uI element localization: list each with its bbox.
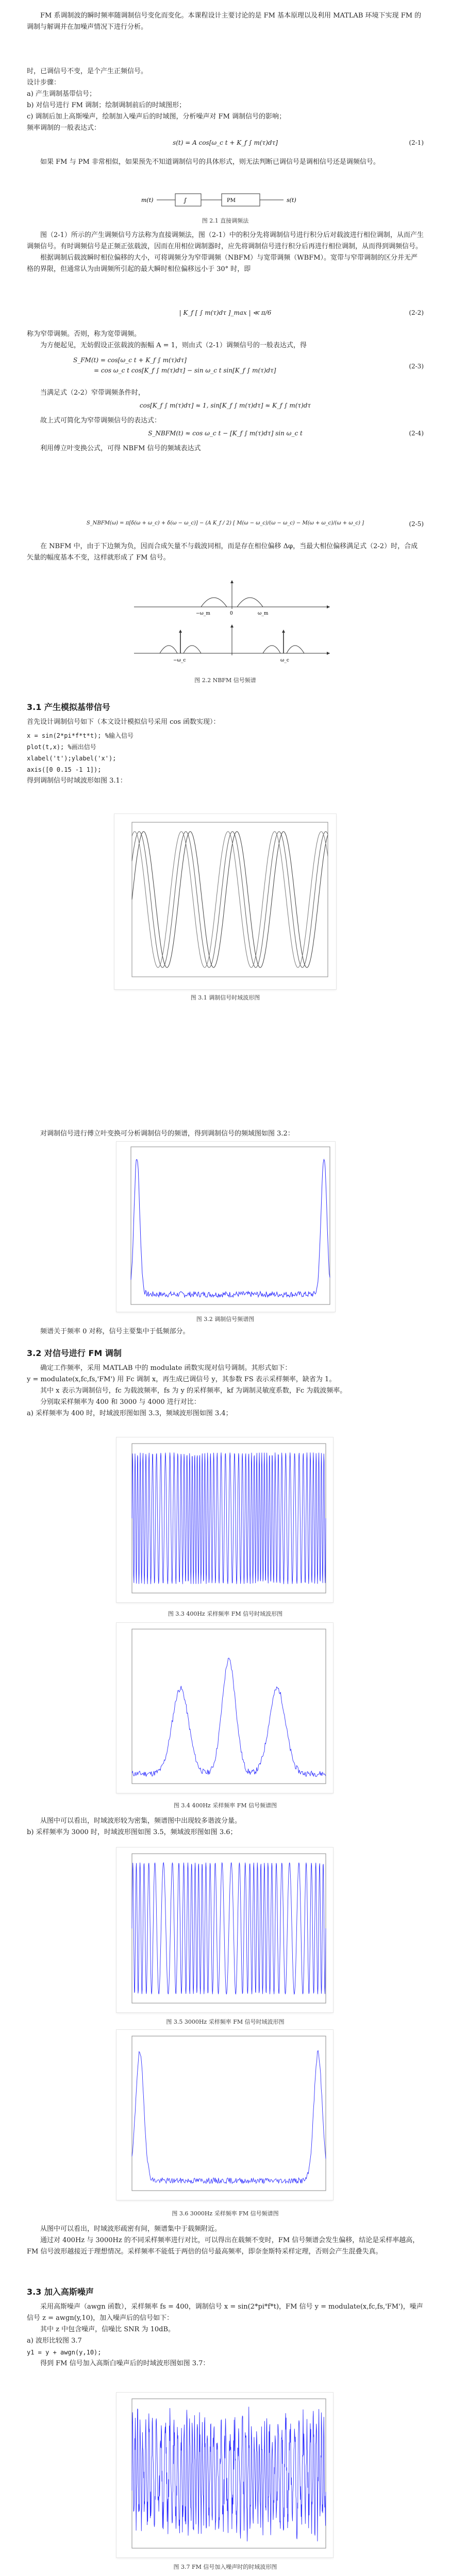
equation-text: | K_f [ ∫ m(τ)dτ ]_max | ≪ π/6	[179, 309, 272, 316]
theory-2-line-1: 图（2-1）所示的产生调频信号方法称为直接调频法，图（2-1）中的积分先将调制信号进行积分后对载波进行相位调制，从而产生调频信号。有时调频信号是正频正弦载波，因而在用相位调制器时，应先将调制信号进行积分后再进行相位调制，从而得到调频信号。	[27, 231, 424, 250]
section-3-2-title: 3.2 对信号进行 FM 调制	[27, 1348, 122, 1358]
section-3-2-mid	[27, 1816, 424, 1838]
mid-line-1: 从图中可以看出，时域波形较为密集，频谱图中出现较多谐波分量。	[40, 1817, 242, 1825]
nbfm-paragraph-4	[27, 541, 424, 564]
theory-paragraph	[27, 157, 424, 168]
sine-plot-svg	[114, 814, 336, 989]
fig-3-3-plot	[116, 1437, 333, 1602]
code-line-4: axis([0 0.15 -1 1]);	[27, 766, 102, 773]
nbfm-spectrum-svg	[124, 576, 340, 673]
section-3-3-line-1: 采用高斯噪声（awgn 函数），采样频率 fs = 400，调制信号 x = sin(2*pi*f*t)，FM 信号 y = modulate(x,fc,fs,'FM')，噪声信号 z = awgn(y,10)，加入噪声后的信号如下：	[27, 2303, 423, 2322]
fig-3-7-plot	[116, 2393, 333, 2557]
block-diagram-svg	[134, 185, 320, 215]
fig-3-3-caption: 图 3.3 400Hz 采样频率 FM 信号时域波形图	[168, 1611, 283, 1617]
section-3-1-tail: 得到调制信号时域波形如图 3.1：	[27, 777, 127, 785]
nbfm-paragraph-2	[27, 415, 424, 427]
equation-number: (2-2)	[409, 309, 424, 316]
theory-3-line-1: 称为窄带调频。否则，称为宽带调频。	[27, 330, 141, 338]
fig-3-5-caption: 图 3.5 3000Hz 采样频率 FM 信号时域波形图	[166, 2019, 285, 2025]
pos-omega-c-label: ω_c	[280, 658, 289, 663]
neg-omega-c-label: −ω_c	[173, 658, 186, 663]
section-3-2-line-4: 分别取采样频率为 400 和 3000 与 4000 进行对比：	[40, 1398, 201, 1406]
intro-paragraph	[27, 10, 424, 33]
section-3-3-line-3: a) 波形比较图 3.7	[27, 2337, 82, 2345]
output-label: s(t)	[287, 197, 296, 204]
pos-omega-m-label: ω_m	[258, 611, 269, 616]
theory-paragraph-2	[27, 230, 424, 275]
theory-paragraph-3	[27, 329, 424, 351]
fig-3-1-caption: 图 3.1 调制信号时域波形图	[190, 994, 260, 1001]
step-c: c) 调制后加上高斯噪声，绘制加入噪声后的时域图，分析噪声对 FM 调制信号的影响；	[27, 113, 286, 121]
fig-3-2-plot	[116, 1142, 335, 1312]
fig-3-4-plot	[116, 1623, 333, 1793]
equation-2-4	[27, 430, 424, 441]
fm-noise-time-svg	[116, 2393, 333, 2557]
fig-2-1-caption: 图 2.1 直接调频法	[202, 217, 249, 224]
section-3-2-line-3: 其中 x 表示为调制信号，fc 为载波频率，fs 为 y 的采样频率，kf 为调制灵敏度系数，Fc 为载波频率。	[40, 1387, 347, 1395]
fig-3-5-plot	[116, 1848, 333, 2012]
fm-spectrum-400-svg	[116, 1623, 333, 1793]
section-3-3-title: 3.3 加入高斯噪声	[27, 2287, 94, 2297]
section-3-3	[27, 2285, 424, 2369]
spectrum-note: 频谱关于频率 0 对称，信号主要集中于低频部分。	[40, 1328, 190, 1335]
section-3-1-after	[27, 1128, 424, 1140]
fm-spectrum-3000-svg	[116, 2030, 333, 2200]
spectrum-intro: 对调制信号进行傅立叶变换可分析调制信号的频谱，得到调制信号的频域图如图 3.2：	[40, 1130, 294, 1138]
fig-3-7-caption: 图 3.7 FM 信号加入噪声时的时域波形图	[173, 2564, 277, 2570]
code-line-1: x = sin(2*pi*f*t*t); %输入信号	[27, 732, 134, 739]
spectrum-plot-svg	[116, 1142, 335, 1312]
equation-line-b: = cos ω_c t cos[K_f ∫ m(τ)dτ] − sin ω_c t sin[K_f ∫ m(τ)dτ]	[94, 367, 276, 374]
section-3-3-line-5: 得到 FM 信号加入高斯白噪声后的时域波形图如图 3.7：	[40, 2360, 210, 2367]
theory-text: 如果 FM 与 PM 非常相似，如果预先不知道调制信号的具体形式，则无法判断已调信号是调相信号还是调频信号。	[40, 158, 380, 166]
equation-2-5	[27, 520, 424, 536]
fig-3-4-caption: 图 3.4 400Hz 采样频率 FM 信号频谱图	[173, 1802, 277, 1809]
zero-label: 0	[230, 611, 233, 616]
theory-2-line-2: 根据调制后载波瞬时相位偏移的大小，可将调频分为窄带调频（NBFM）与宽带调频（WBFM）。宽带与窄带调制的区分并无严格的界限，但通常认为由调频所引起的最大瞬时相位偏移远小于 30° 时，即	[27, 254, 418, 273]
end-line-1: 从图中可以看出，时域波形疏密有间，频谱集中于载频附近。	[40, 2225, 222, 2233]
equation-2-2	[27, 309, 424, 325]
fm-time-400-svg	[116, 1437, 333, 1602]
steps-line-2: 设计步骤：	[27, 79, 61, 87]
equation-number: (2-1)	[409, 139, 424, 146]
section-3-3-line-2: 其中 z 中包含噪声，信噪比 SNR 为 10dB。	[40, 2326, 175, 2333]
section-3-2-line-5: a) 采样频率为 400 时，时域波形图如图 3.3，频域波形图如图 3.4；	[27, 1410, 232, 1417]
fig-3-1-plot	[114, 814, 336, 989]
steps-line-1: 时，已调信号不变，是个产生正频信号。	[27, 67, 148, 75]
section-3-1	[27, 701, 424, 787]
nbfm-simplify: 故上式可简化为窄带调频信号的表达式：	[40, 417, 161, 425]
neg-omega-m-label: −ω_m	[196, 611, 210, 616]
section-3-2-line-1: 确定工作频率，采用 MATLAB 中的 modulate 函数实现对信号调制。其形式如下：	[40, 1364, 292, 1372]
equation-text: s(t) = A cos[ω_c t + K_f ∫ m(τ)dτ]	[173, 139, 278, 146]
code-block	[27, 730, 424, 775]
section-3-1-title: 3.1 产生模拟基带信号	[27, 702, 110, 712]
section-3-1-intro: 首先设计调制信号如下（本文设计模拟信号采用 cos 函数实现）：	[27, 718, 220, 726]
intro-line: FM 系调制波的瞬时频率随调制信号变化而变化。本课程设计主要讨论的是 FM 基本原理以及利用 MATLAB 环境下实现 FM 的调制与解调并在加噪声情况下进行分析。	[27, 12, 422, 31]
pm-box-label: PM	[227, 198, 236, 204]
fourier-intro: 利用傅立叶变换公式，可得 NBFM 信号的频域表达式	[40, 445, 201, 452]
integrator-symbol: ∫	[184, 197, 187, 204]
equation-2-1	[27, 139, 424, 152]
nbfm-condition: 当满足式（2-2）窄带调频条件时，	[40, 389, 145, 397]
theory-3-line-2: 为方便起见，无妨假设正弦载波的振幅 A = 1，则由式（2-1）调频信号的一般表达式，得	[40, 342, 307, 349]
nbfm-paragraph-3	[27, 443, 424, 454]
section-3-3-line-4: y1 = y + awgn(y,10);	[27, 2349, 102, 2356]
code-line-3: xlabel('t');ylabel('x');	[27, 755, 116, 762]
fig-3-6-caption: 图 3.6 3000Hz 采样频率 FM 信号频谱图	[172, 2210, 279, 2217]
equation-text: cos[K_f ∫ m(τ)dτ] ≈ 1, sin[K_f ∫ m(τ)dτ] ≈ K_f ∫ m(τ)dτ	[139, 402, 311, 409]
section-3-2	[27, 1347, 424, 1419]
design-steps	[27, 66, 424, 134]
section-3-1-after-2	[27, 1326, 424, 1337]
step-b: b) 对信号进行 FM 调制；绘制调制前后的时域图形；	[27, 101, 186, 109]
equation-number: (2-5)	[409, 520, 424, 528]
fig-2-2-caption: 图 2.2 NBFM 信号频谱	[194, 677, 256, 684]
equation-number: (2-3)	[409, 363, 424, 370]
equation-text: S_NBFM(ω) = π[δ(ω + ω_c) + δ(ω − ω_c)] − (A K_f / 2) [ M(ω − ω_c)/(ω − ω_c) − M(ω + ω_c)/(ω + ω_c) ]	[86, 520, 364, 526]
fm-time-3000-svg	[116, 1848, 333, 2012]
equation-line-a: S_FM(t) = cos[ω_c t + K_f ∫ m(τ)dτ]	[73, 357, 187, 364]
equation-2-3	[27, 357, 424, 383]
equation-approx	[27, 402, 424, 413]
nbfm-phase-text: 在 NBFM 中，由于下边频为负，因而合成矢量不与载波同相，而是存在相位偏移 Δφ，当最大相位偏移满足式（2-2）时，合成矢量的幅度基本不变，这样就形成了 FM 信号。	[27, 543, 418, 562]
input-label: m(t)	[141, 197, 154, 204]
nbfm-spectrum-figure	[124, 576, 340, 673]
step-a: a) 产生调制基带信号；	[27, 90, 96, 98]
nbfm-paragraph	[27, 387, 424, 399]
section-3-2-end	[27, 2224, 424, 2258]
end-line-2: 通过对 400Hz 与 3000Hz 的不同采样频率进行对比，可以得出在载频不变时，FM 信号频谱会发生偏移，结论是采样率越高，FM 信号波形越接近于理想情况。采样频率不能低于两倍的信号最高频率，即奈奎斯特采样定理，否则会产生混叠失真。	[27, 2236, 420, 2256]
mid-line-2: b) 采样频率为 3000 时，时域波形图如图 3.5，频域波形图如图 3.6；	[27, 1828, 237, 1836]
section-3-2-line-2: y = modulate(x,fc,fs,'FM') 用 Fc 调制 x，再生成已调信号 y，其参数 FS 表示采样频率，缺省为 1。	[27, 1376, 336, 1383]
fig-3-6-plot	[116, 2030, 333, 2200]
fig-3-2-caption: 图 3.2 调制信号频谱图	[196, 1316, 255, 1323]
equation-number: (2-4)	[409, 430, 424, 437]
step-d: 频率调制的一般表达式：	[27, 124, 101, 132]
direct-fm-block-diagram	[134, 185, 320, 215]
code-line-2: plot(t,x); %画出信号	[27, 743, 96, 751]
equation-text: S_NBFM(t) ≈ cos ω_c t − [K_f ∫ m(τ)dτ] sin ω_c t	[148, 430, 303, 437]
